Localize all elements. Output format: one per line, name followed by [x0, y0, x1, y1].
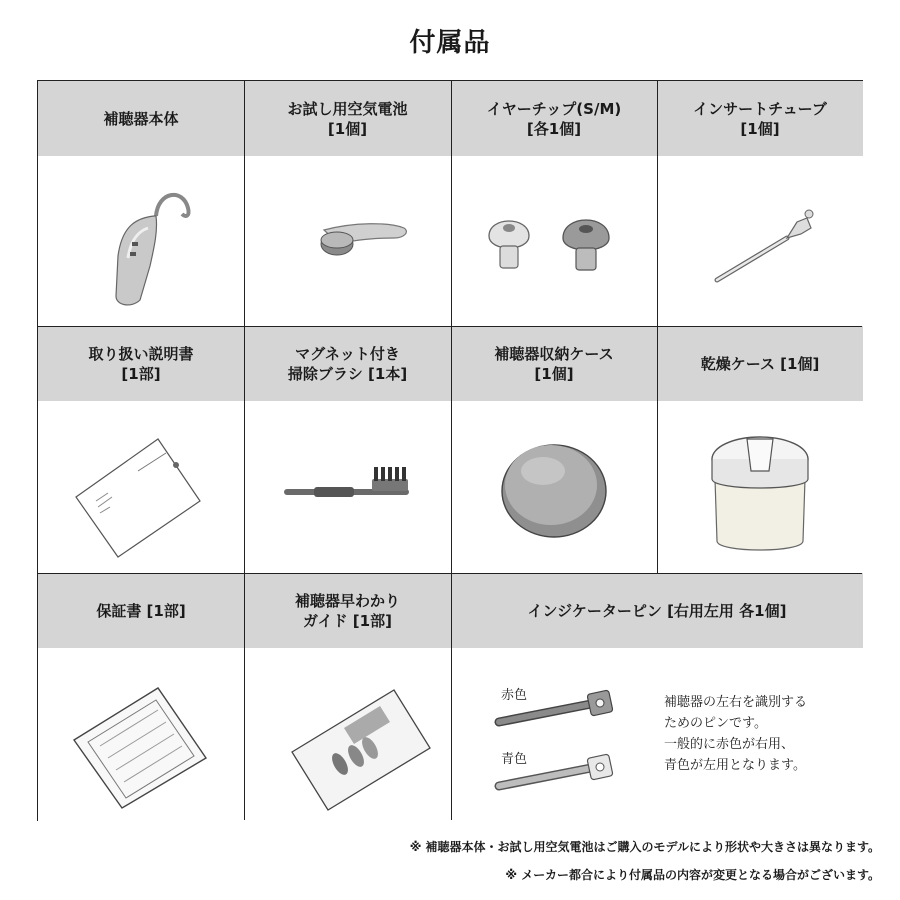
grid-line [38, 326, 862, 327]
image-warranty [38, 648, 244, 821]
accessories-table [37, 80, 863, 821]
brush-icon [244, 401, 451, 573]
jar-icon [657, 401, 863, 573]
image-insert-tube [657, 156, 863, 326]
image-manual [38, 401, 244, 573]
pin-description: 補聴器の左右を識別する ためのピンです。 一般的に赤色が右用、 青色が左用となります。 [664, 695, 808, 773]
footnote-content-change: ※ メーカー都合により付属品の内容が変更となる場合がございます。 [505, 868, 880, 882]
header-storage-case: 補聴器収納ケース [1個] [451, 326, 657, 401]
ear-tip-icon [451, 156, 657, 326]
grid-line [38, 573, 862, 574]
footnote-model-variation: ※ 補聴器本体・お試し用空気電池はご購入のモデルにより形状や大きさは異なります。 [409, 840, 880, 854]
image-hearing-aid [38, 156, 244, 326]
header-warranty: 保証書 [1部] [38, 573, 244, 648]
manual-icon [38, 401, 244, 573]
header-ear-tips: イヤーチップ(S/M) [各1個] [451, 81, 657, 156]
blue-pin-label: 青色 [501, 752, 528, 767]
header-drying-case: 乾燥ケース [1個] [657, 326, 863, 401]
image-trial-battery [244, 156, 451, 326]
image-ear-tips [451, 156, 657, 326]
indicator-pin-icon [451, 648, 691, 821]
image-quick-guide [244, 648, 451, 821]
case-icon [451, 401, 657, 573]
battery-icon [244, 156, 451, 326]
header-quick-guide: 補聴器早わかり ガイド [1部] [244, 573, 451, 648]
image-indicator-pins [451, 648, 863, 821]
hearing-aid-icon [38, 156, 244, 326]
page-title: 付属品 [409, 28, 491, 58]
header-brush: マグネット付き 掃除ブラシ [1本] [244, 326, 451, 401]
header-indicator-pins: インジケーターピン [右用左用 各1個] [451, 573, 863, 648]
tube-icon [657, 156, 863, 326]
red-pin-label: 赤色 [501, 688, 528, 703]
image-drying-case [657, 401, 863, 573]
warranty-icon [38, 648, 244, 821]
grid-line [451, 81, 452, 820]
header-insert-tube: インサートチューブ [1個] [657, 81, 863, 156]
header-trial-battery: お試し用空気電池 [1個] [244, 81, 451, 156]
image-storage-case [451, 401, 657, 573]
header-manual: 取り扱い説明書 [1部] [38, 326, 244, 401]
image-brush [244, 401, 451, 573]
grid-line [657, 81, 658, 573]
header-hearing-aid: 補聴器本体 [38, 81, 244, 156]
grid-line [244, 81, 245, 820]
guide-icon [244, 648, 451, 821]
